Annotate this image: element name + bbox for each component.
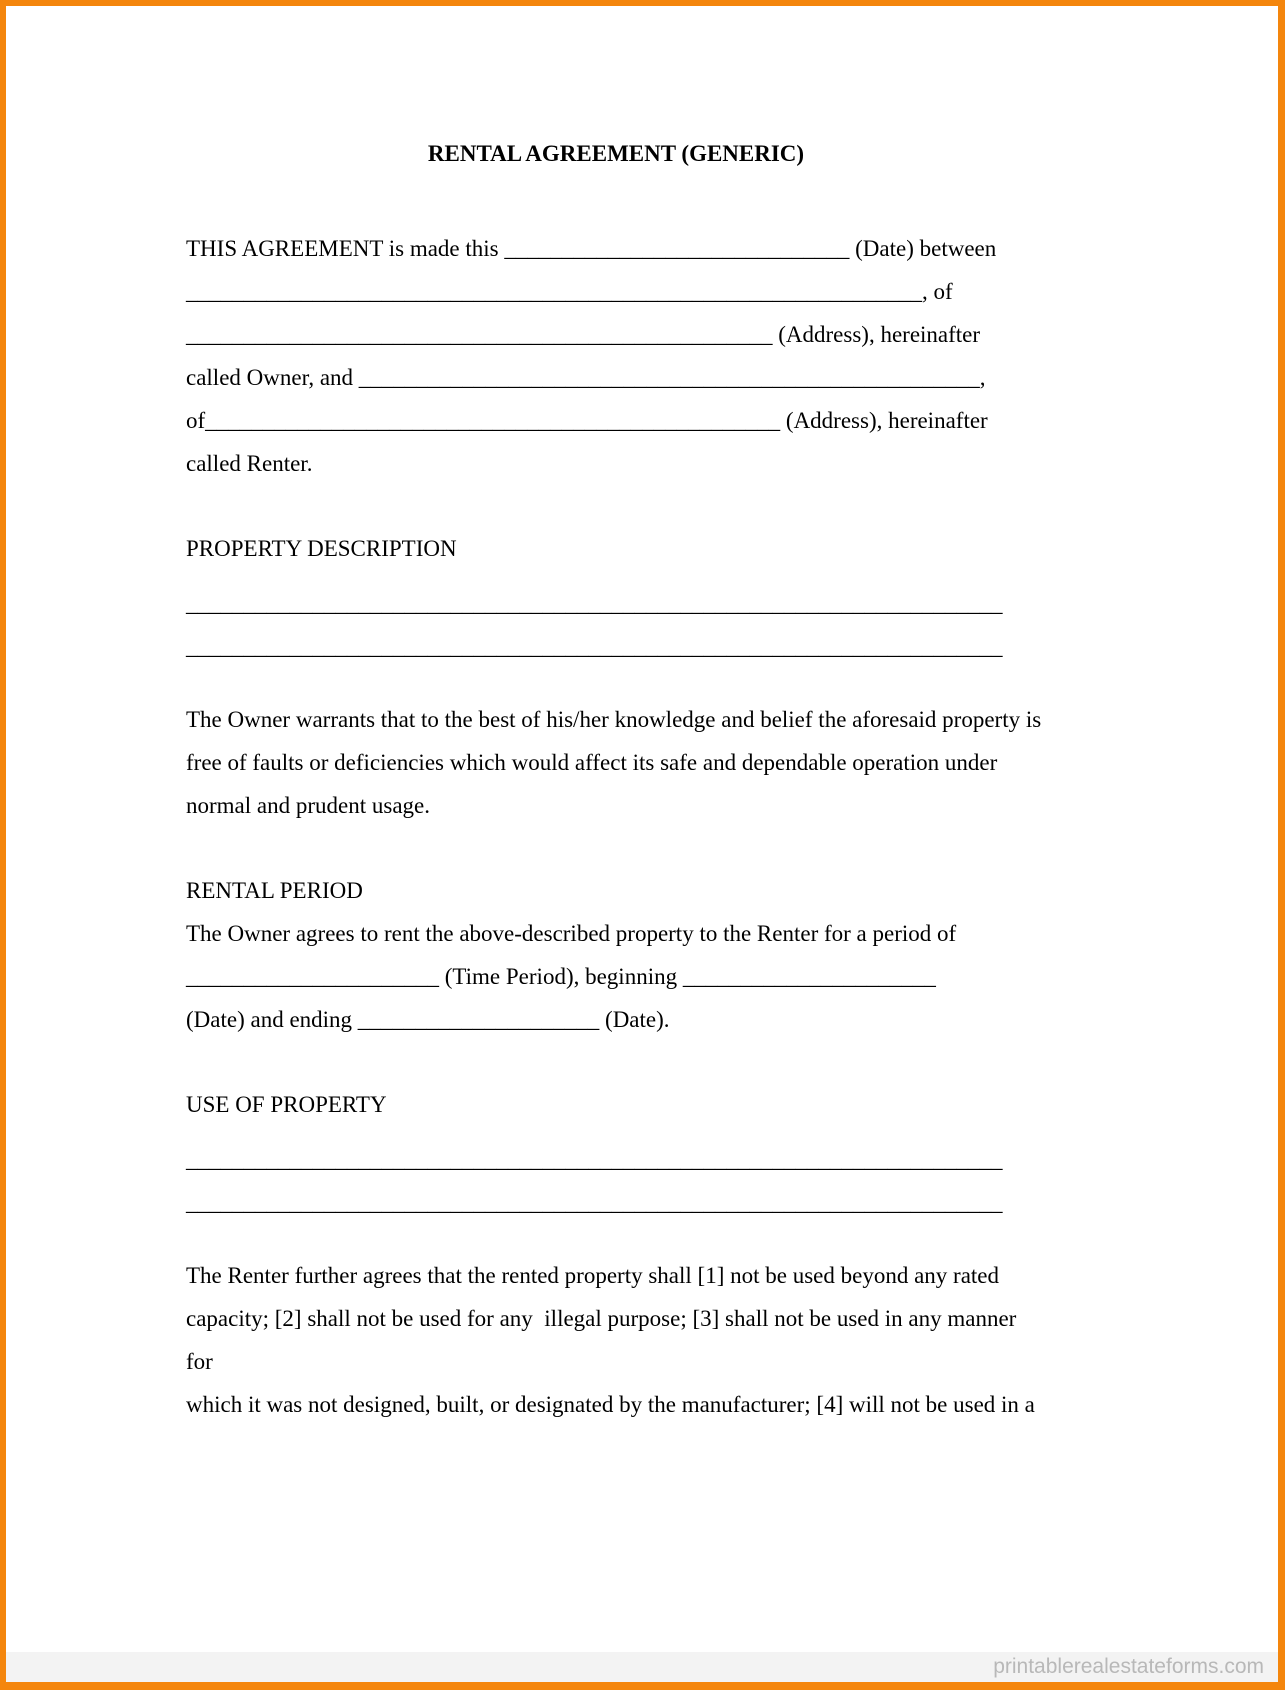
owner-warranty-line-2: free of faults or deficiencies which would affect its safe and dependable operation under <box>186 750 998 775</box>
document <box>6 6 1046 1426</box>
owner-warranty-line-1: The Owner warrants that to the best of his/her knowledge and belief the aforesaid property is <box>186 707 1042 732</box>
use-restrictions-line-1: The Renter further agrees that the rented property shall [1] not be used beyond any rated <box>186 1263 999 1288</box>
section-heading-rental-period: RENTAL PERIOD <box>186 878 363 903</box>
property-description-blank-line-2: _______________________________________________________________________ <box>186 634 1003 659</box>
section-heading-property-description: PROPERTY DESCRIPTION <box>186 536 457 561</box>
intro-line-6: called Renter. <box>186 451 313 476</box>
footer-bar <box>6 1652 1278 1682</box>
use-of-property-blank-line-1: _______________________________________________________________________ <box>186 1147 1003 1172</box>
rental-period-line-3: (Date) and ending _____________________ (Date). <box>186 1007 670 1032</box>
footer-website: printablerealestateforms.com <box>993 1655 1264 1678</box>
use-restrictions-line-2: capacity; [2] shall not be used for any illegal purpose; [3] shall not be used in any manner for <box>186 1306 1023 1374</box>
document-title: RENTAL AGREEMENT (GENERIC) <box>427 141 805 166</box>
intro-line-3: ___________________________________________________ (Address), hereinafter <box>186 322 981 347</box>
intro-line-2: ________________________________________________________________, of <box>186 279 953 304</box>
rental-period-line-2: ______________________ (Time Period), beginning ______________________ <box>186 964 936 989</box>
property-description-blank-line-1: _______________________________________________________________________ <box>186 591 1003 616</box>
section-heading-use-of-property: USE OF PROPERTY <box>186 1092 387 1117</box>
intro-line-1: THIS AGREEMENT is made this ______________________________ (Date) between <box>186 236 997 261</box>
intro-line-4: called Owner, and ______________________________________________________, <box>186 365 986 390</box>
use-restrictions-line-3: which it was not designed, built, or designated by the manufacturer; [4] will not be used in a <box>186 1392 1035 1417</box>
use-of-property-blank-line-2: _______________________________________________________________________ <box>186 1190 1003 1215</box>
intro-line-5: of__________________________________________________ (Address), hereinafter <box>186 408 988 433</box>
rental-period-line-1: The Owner agrees to rent the above-described property to the Renter for a period of <box>186 921 957 946</box>
owner-warranty-line-3: normal and prudent usage. <box>186 793 430 818</box>
